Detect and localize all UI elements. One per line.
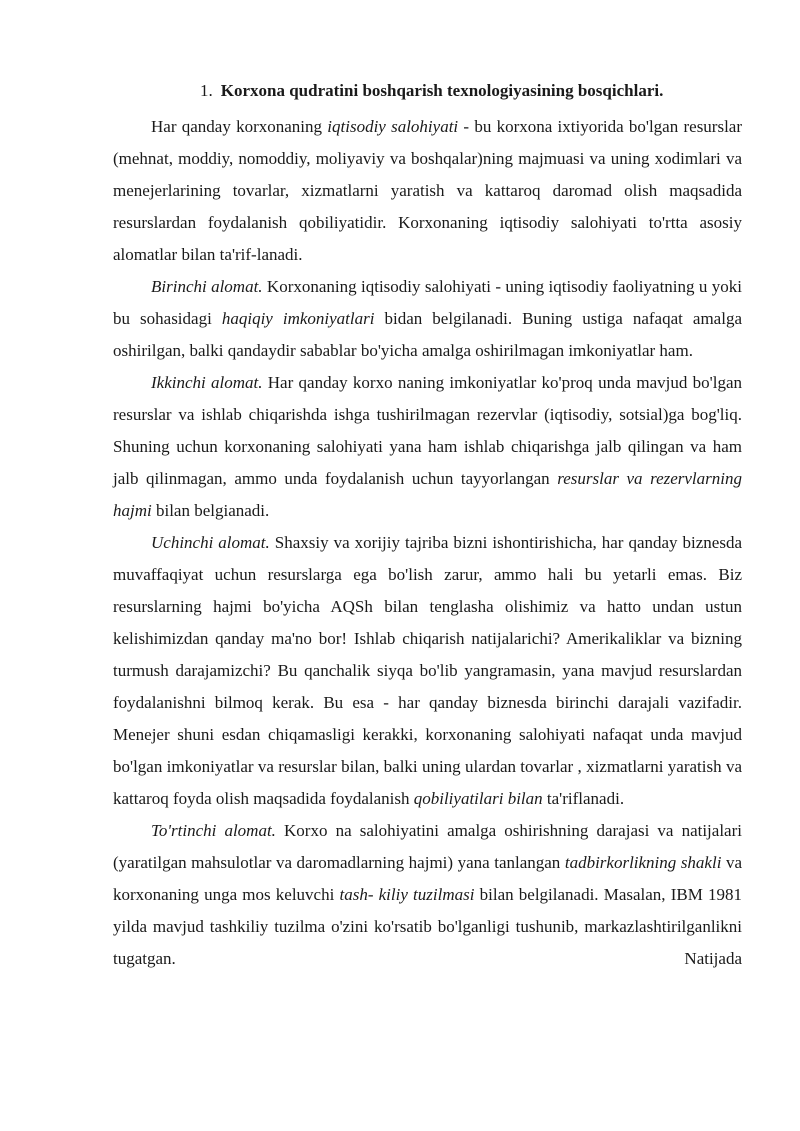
text-run: Har qanday korxonaning [151,117,328,136]
emphasis-term: resurslar va rezervlarning hajmi [113,469,742,520]
paragraph-third-sign [113,527,742,815]
page-content [113,76,742,975]
text-run: Shaxsiy va xorijiy tajriba bizni ishontirishicha, har qanday biznesda muvaffaqiyat uchun resurslarga ega bo'lish zarur, ammo hali bu yetarli emas. Biz resurslarning hajmi bo'yicha AQSh bilan tenglasha olishimiz va hatto undan ustun kelishimizdan qanday ma'no bor! Ishlab chiqarish natijalarichi? Amerikaliklar va bizning turmush darajamizchi? Bu qanchalik siyqa bo'lib yangramasin, yana mavjud resurslardan foydalanishni bilmoq kerak. Bu esa - har qanday biznesda birinchi darajali vazifadir. Menejer shuni esdan chiqamasligi kerakki, korxonaning salohiyati nafaqat unda mavjud bo'lgan imkoniyatlar va resurslar bilan, balki uning ulardan tovarlar , xizmatlarni yaratish va kattaroq foyda olish maqsadida foydalanish [113,533,743,808]
text-run: bilan belgianadi. [151,501,270,520]
emphasis-term: haqiqiy imkoniyatlari [221,309,375,328]
text-run: Korxo na salohiyatini amalga oshirishning darajasi va natijalari (yaratilgan mahsulotlar va daromadlarning hajmi) yana tanlangan [113,821,742,872]
section-title: Korxona qudratini boshqarish texnologiyasining bosqichlari. [220,81,664,100]
emphasis-term: tash- kiliy tuzilmasi [339,885,475,904]
paragraph-fourth-sign [113,815,742,975]
sign-label: To'rtinchi alomat. [151,821,276,840]
emphasis-term: tadbirkorlikning shakli [564,853,722,872]
sign-label: Uchinchi alomat. [151,533,270,552]
paragraph-intro [113,111,742,271]
emphasis-term: iqtisodiy salohiyati [327,117,459,136]
section-heading [113,76,742,106]
text-run: Har qanday korxo naning imkoniyatlar ko'proq unda mavjud bo'lgan resurslar va ishlab chiqarishda ishga tushirilmagan rezervlar (iqtisodiy, sotsial)ga bog'liq. Shuning uchun korxonaning salohiyati yana ham ishlab chiqarishga jalb qilingan va ham jalb qilinmagan, ammo unda foydalanish uchun tayyorlangan [113,373,742,488]
text-run: bidan belgilanadi. Buning ustiga nafaqat amalga oshirilgan, balki qandaydir sabablar bo'yicha amalga oshirilmagan imkoniyatlar ham. [113,309,742,360]
emphasis-term: qobiliyatilari bilan [413,789,543,808]
text-run: Korxonaning iqtisodiy salohiyati - uning iqtisodiy faoliyatning u yoki bu sohasidagi [113,277,742,328]
text-run: va korxonaning unga mos keluvchi [113,853,742,904]
paragraph-first-sign [113,271,742,367]
sign-label: Ikkinchi alomat. [151,373,263,392]
text-run: ta'riflanadi. [542,789,625,808]
sign-label: Birinchi alomat. [151,277,263,296]
paragraph-second-sign [113,367,742,527]
text-run: bilan belgilanadi. Masalan, IBM 1981 yilda mavjud tashkiliy tuzilma o'zini ko'rsatib bo'lganligi tushunib, markazlashtirilganlikni tugatgan. Natijada [113,885,742,968]
section-number: 1. [200,81,213,100]
text-run: - bu korxona ixtiyorida bo'lgan resurslar (mehnat, moddiy, nomoddiy, moliyaviy va boshqalar)ning majmuasi va uning xodimlari va menejerlarining tovarlar, xizmatlarni yaratish va kattaroq daromad olish maqsadida resurslardan foydalanish qobiliyatidir. Korxonaning iqtisodiy salohiyati to'rtta asosiy alomatlar bilan ta'rif-lanadi. [113,117,743,264]
